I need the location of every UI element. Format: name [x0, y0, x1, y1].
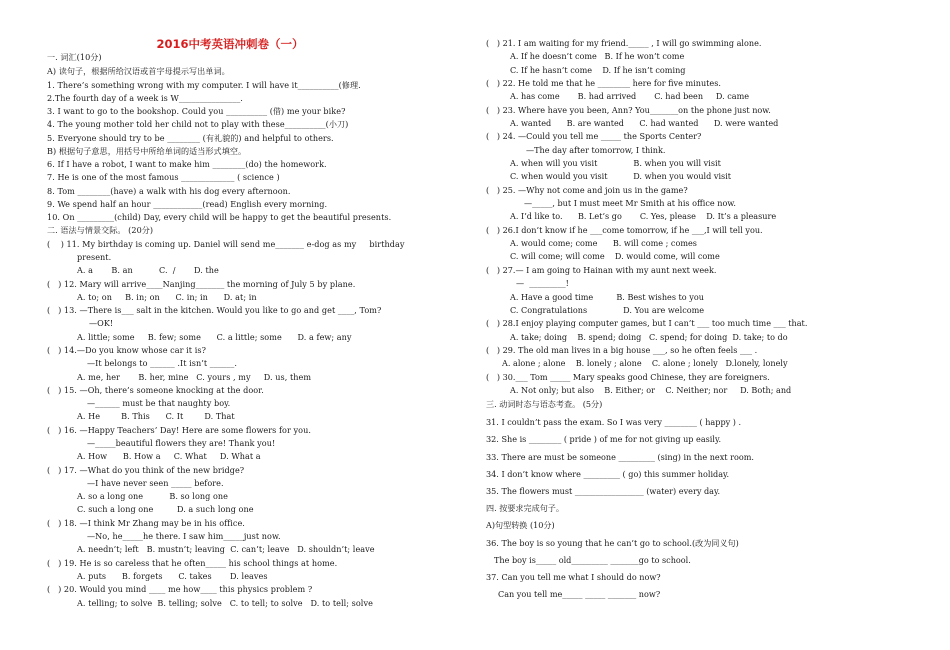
question-line: ( ) 27.— I am going to Hainan with my aunt next week. — [486, 265, 717, 275]
section-heading: 一. 词汇(10分) — [47, 52, 102, 62]
answer-options: A. me, her B. her, mine C. yours , my D. us, them — [77, 372, 312, 382]
answer-options: A. I’d like to. B. Let’s go C. Yes, please D. It’s a pleasure — [510, 211, 777, 221]
answer-options: C. such a long one D. a such long one — [77, 504, 254, 514]
question-line: 32. She is ________ ( pride ) of me for not giving up easily. — [486, 434, 722, 444]
question-line: ( ) 29. The old man lives in a big house ___, so he often feels ___ . — [486, 345, 758, 355]
answer-options: A. when will you visit B. when you will visit — [510, 158, 721, 168]
question-line: 36. The boy is so young that he can’t go to school.(改为同义句) — [486, 538, 739, 548]
answer-options: A. He B. This C. It D. That — [77, 411, 235, 421]
question-line: ( ) 15. —Oh, there’s someone knocking at the door. — [47, 385, 264, 395]
question-line: 33. There are must be someone _________ (sing) in the next room. — [486, 452, 754, 462]
question-line: ( ) 30.___ Tom _____ Mary speaks good Chinese, they are foreigners. — [486, 372, 770, 382]
answer-options: A. has come B. had arrived C. had been D. came — [510, 91, 750, 101]
question-line: 10. On _________(child) Day, every child will be happy to get the beautiful presents. — [47, 212, 392, 222]
question-line: ( ) 20. Would you mind ____ me how____ this physics problem ? — [47, 584, 313, 594]
question-line: ( ) 16. —Happy Teachers’ Day! Here are some flowers for you. — [47, 425, 311, 435]
dialogue-line: —No, he_____he there. I saw him_____just now. — [87, 531, 281, 541]
question-line: 6. If I have a robot, I want to make him ________(do) the homework. — [47, 159, 327, 169]
question-line: ( ) 19. He is so careless that he often_____ his school things at home. — [47, 558, 338, 568]
dialogue-line: —______ must be that naughty boy. — [87, 398, 231, 408]
answer-options: C. Congratulations D. You are welcome — [510, 305, 705, 315]
answer-options: A. alone ; alone B. lonely ; alone C. alone ; lonely D.lonely, lonely — [502, 358, 788, 368]
section-heading: 四. 按要求完成句子。 — [486, 503, 564, 513]
dialogue-line: —I have never seen _____ before. — [87, 478, 224, 488]
page-title: 2016中考英语冲刺卷（一） — [156, 37, 304, 51]
question-line: 5. Everyone should try to be ________ (有礼貌的) and helpful to others. — [47, 133, 334, 143]
answer-options: C. when would you visit D. when you would visit — [510, 171, 732, 181]
question-line: ( ) 26.I don’t know if he ___come tomorrow, if he ___,I will tell you. — [486, 225, 763, 235]
answer-line: The boy is_____ old_________ _______go to school. — [494, 555, 691, 565]
question-line: 1. There’s something wrong with my computer. I will have it__________(修理. — [47, 80, 361, 90]
answer-options: A. would come; come B. will come ; comes — [510, 238, 697, 248]
question-line: ( ) 28.I enjoy playing computer games, but I can’t ___ too much time ___ that. — [486, 318, 808, 328]
answer-options: C. will come; will come D. would come, will come — [510, 251, 720, 261]
question-line: 35. The flowers must _________________ (water) every day. — [486, 486, 721, 496]
dialogue-line: —_____, but I must meet Mr Smith at his office now. — [524, 198, 736, 208]
dialogue-line: —It belongs to ______ .It isn’t ______. — [87, 358, 237, 368]
answer-options: A. Not only; but also B. Either; or C. Neither; nor D. Both; and — [510, 385, 792, 395]
answer-line: Can you tell me_____ _____ _______ now? — [498, 589, 661, 599]
answer-options: A. wanted B. are wanted C. had wanted D. were wanted — [510, 118, 779, 128]
answer-options: A. a B. an C. / D. the — [77, 265, 219, 275]
dialogue-line: —_____beautiful flowers they are! Thank you! — [87, 438, 276, 448]
dialogue-line: —The day after tomorrow, I think. — [526, 145, 666, 155]
question-line: ( ) 22. He told me that he ________ here for five minutes. — [486, 78, 721, 88]
dialogue-line: — _________! — [516, 278, 569, 288]
instruction: A)句型转换 (10分) — [486, 520, 555, 530]
question-line: present. — [77, 252, 112, 262]
question-line: 9. We spend half an hour ____________(read) English every morning. — [47, 199, 328, 209]
answer-options: A. If he doesn’t come B. If he won’t come — [510, 51, 685, 61]
question-line: ( ) 17. —What do you think of the new bridge? — [47, 465, 245, 475]
section-heading: 二. 语法与情景交际。 (20分) — [47, 225, 154, 235]
question-line: 31. I couldn’t pass the exam. So I was very ________ ( happy ) . — [486, 417, 742, 427]
question-line: 34. I don’t know where _________ ( go) this summer holiday. — [486, 469, 730, 479]
section-heading: 三. 动词时态与语态考查。 (5分) — [486, 399, 603, 409]
answer-options: A. telling; to solve B. telling; solve C. to tell; to solve D. to tell; solve — [77, 598, 373, 608]
question-line: ( ) 14.—Do you know whose car it is? — [47, 345, 206, 355]
question-line: 2.The fourth day of a week is W_______________. — [47, 93, 243, 103]
dialogue-line: —OK! — [89, 318, 114, 328]
question-line: ( ) 24. —Could you tell me _____ the Sports Center? — [486, 131, 702, 141]
question-line: ( ) 12. Mary will arrive____Nanjing_______ the morning of July 5 by plane. — [47, 279, 356, 289]
answer-options: A. to; on B. in; on C. in; in D. at; in — [77, 292, 257, 302]
question-line: 8. Tom ________(have) a walk with his dog every afternoon. — [47, 186, 291, 196]
answer-options: A. take; doing B. spend; doing C. spend; for doing D. take; to do — [510, 332, 788, 342]
question-line: ( ) 25. —Why not come and join us in the game? — [486, 185, 688, 195]
question-line: ( ) 11. My birthday is coming up. Daniel will send me_______ e-dog as my birthday — [47, 239, 405, 249]
question-line: 7. He is one of the most famous _____________ ( science ) — [47, 172, 280, 182]
question-line: ( ) 23. Where have you been, Ann? You_______on the phone just now. — [486, 105, 771, 115]
question-line: ( ) 13. —There is___ salt in the kitchen. Would you like to go and get ____, Tom? — [47, 305, 382, 315]
answer-options: A. Have a good time B. Best wishes to you — [510, 292, 704, 302]
question-line: ( ) 21. I am waiting for my friend._____ , I will go swimming alone. — [486, 38, 762, 48]
answer-options: C. If he hasn’t come D. If he isn’t coming — [510, 65, 686, 75]
instruction: A) 读句子，根据所给汉语或首字母提示写出单词。 — [47, 66, 230, 76]
question-line: 37. Can you tell me what I should do now? — [486, 572, 661, 582]
question-line: 3. I want to go to the bookshop. Could you __________ (借) me your bike? — [47, 106, 346, 116]
instruction: B) 根据句子意思，用括号中所给单词的适当形式填空。 — [47, 146, 247, 156]
question-line: 4. The young mother told her child not to play with these__________(小刀) — [47, 119, 349, 129]
answer-options: A. so a long one B. so long one — [77, 491, 229, 501]
answer-options: A. little; some B. few; some C. a little; some D. a few; any — [77, 332, 352, 342]
answer-options: A. How B. How a C. What D. What a — [77, 451, 261, 461]
answer-options: A. needn’t; left B. mustn’t; leaving C. can’t; leave D. shouldn’t; leave — [77, 544, 375, 554]
answer-options: A. puts B. forgets C. takes D. leaves — [77, 571, 268, 581]
question-line: ( ) 18. —I think Mr Zhang may be in his office. — [47, 518, 245, 528]
